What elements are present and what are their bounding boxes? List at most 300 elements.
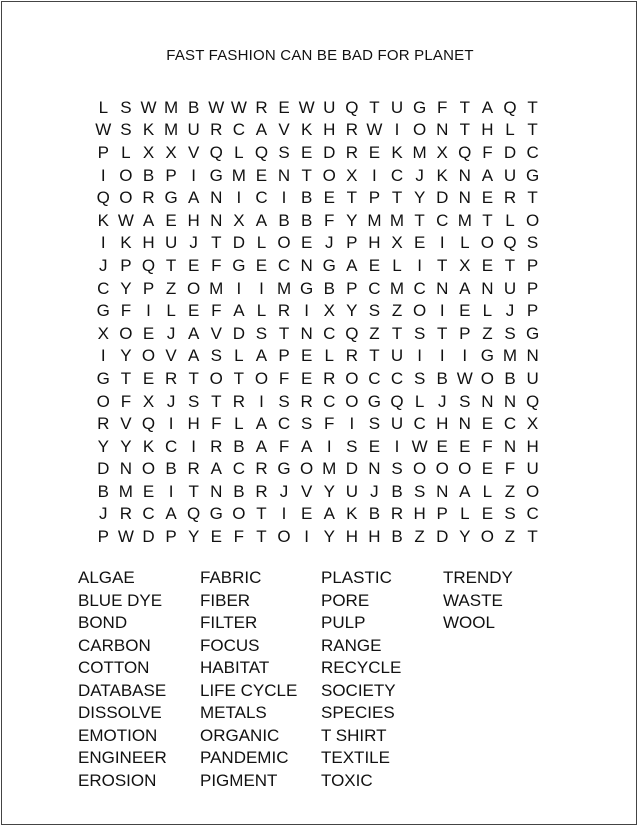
grid-letter: V xyxy=(210,323,222,343)
grid-letter: S xyxy=(413,481,426,501)
grid-letter: U xyxy=(187,120,200,140)
grid-letter: I xyxy=(236,278,242,298)
grid-letter: T xyxy=(301,165,312,185)
grid-letter: S xyxy=(368,301,381,321)
grid-letter: J xyxy=(505,301,515,321)
grid-letter: C xyxy=(368,278,381,298)
grid-letter: O xyxy=(412,120,427,140)
grid-letter: O xyxy=(187,278,201,298)
grid-letter: N xyxy=(526,346,539,366)
grid-letter: I xyxy=(394,120,400,140)
grid-letter: T xyxy=(120,368,132,388)
grid-letter: C xyxy=(323,323,336,343)
grid-letter: Q xyxy=(345,97,359,117)
grid-letter: P xyxy=(165,165,177,185)
grid-letter: R xyxy=(210,436,223,456)
grid-letter: J xyxy=(437,391,447,411)
grid-letter: E xyxy=(188,301,200,321)
word-list-item: EROSION xyxy=(78,770,157,790)
grid-letter: N xyxy=(210,210,223,230)
grid-letter: D xyxy=(97,459,110,479)
grid-letter: N xyxy=(210,481,223,501)
grid-letter: L xyxy=(256,233,267,253)
grid-letter: K xyxy=(120,233,132,253)
grid-letter: U xyxy=(390,97,404,117)
grid-letter: I xyxy=(462,346,468,366)
grid-letter: E xyxy=(188,255,200,275)
grid-letter: E xyxy=(142,481,155,501)
word-list-item: TRENDY xyxy=(443,568,513,587)
grid-letter: C xyxy=(526,142,539,162)
grid-letter: P xyxy=(278,346,290,366)
grid-letter: I xyxy=(304,527,309,547)
grid-letter: T xyxy=(437,323,448,343)
word-list-item: DATABASE xyxy=(78,680,167,700)
grid-letter: C xyxy=(164,436,178,456)
grid-letter: R xyxy=(345,346,358,366)
grid-letter: D xyxy=(436,527,449,547)
grid-letter: T xyxy=(211,391,222,411)
grid-letter: V xyxy=(120,414,132,434)
grid-letter: M xyxy=(163,120,179,140)
grid-letter: I xyxy=(439,346,445,366)
word-list-item: TEXTILE xyxy=(321,748,390,767)
grid-letter: B xyxy=(165,459,177,479)
grid-letter: N xyxy=(436,120,449,140)
grid-letter: A xyxy=(300,436,313,456)
grid-letter: Y xyxy=(323,481,335,501)
grid-letter: C xyxy=(142,504,155,524)
grid-letter: L xyxy=(98,97,109,117)
grid-letter: N xyxy=(300,255,313,275)
grid-letter: F xyxy=(233,527,245,547)
grid-letter: X xyxy=(526,414,539,434)
grid-letter: T xyxy=(459,120,470,140)
grid-letter: O xyxy=(480,368,494,388)
grid-letter: T xyxy=(459,97,470,117)
grid-letter: T xyxy=(278,323,290,343)
grid-letter: P xyxy=(120,255,132,275)
grid-letter: D xyxy=(232,233,245,253)
grid-letter: Q xyxy=(345,323,359,343)
grid-letter: S xyxy=(300,414,313,434)
grid-letter: H xyxy=(345,527,358,547)
grid-letter: T xyxy=(256,504,267,524)
grid-letter: P xyxy=(368,188,381,208)
grid-letter: C xyxy=(526,504,539,524)
grid-letter: F xyxy=(324,210,335,230)
grid-letter: J xyxy=(99,504,108,524)
grid-letter: S xyxy=(120,120,132,140)
grid-letter: Y xyxy=(346,301,358,321)
grid-letter: B xyxy=(188,97,200,117)
grid-letter: I xyxy=(100,233,106,253)
grid-letter: N xyxy=(458,414,471,434)
grid-letter: M xyxy=(389,210,405,230)
grid-letter: X xyxy=(323,301,335,321)
grid-letter: U xyxy=(323,97,336,117)
grid-letter: B xyxy=(436,368,448,388)
word-column xyxy=(200,567,325,792)
grid-letter: G xyxy=(300,278,314,298)
grid-letter: R xyxy=(119,504,133,524)
grid-letter: E xyxy=(481,459,494,479)
grid-letter: U xyxy=(503,278,517,298)
grid-letter: S xyxy=(504,504,516,524)
grid-letter: F xyxy=(120,391,132,411)
grid-letter: T xyxy=(369,346,380,366)
grid-letter: L xyxy=(234,142,244,162)
grid-letter: I xyxy=(349,414,355,434)
grid-letter: H xyxy=(436,414,449,434)
grid-letter: M xyxy=(502,346,518,366)
grid-letter: O xyxy=(412,301,427,321)
grid-letter: M xyxy=(322,459,337,479)
grid-letter: Z xyxy=(482,323,493,343)
grid-letter: N xyxy=(481,391,494,411)
grid-letter: Q xyxy=(187,504,201,524)
grid-letter: S xyxy=(278,142,290,162)
grid-letter: L xyxy=(460,233,470,253)
grid-letter: A xyxy=(188,188,200,208)
grid-letter: D xyxy=(503,142,517,162)
grid-letter: Q xyxy=(141,414,156,434)
grid-letter: E xyxy=(459,301,471,321)
grid-letter: H xyxy=(187,210,200,230)
grid-letter: F xyxy=(437,97,448,117)
grid-letter: S xyxy=(413,323,426,343)
grid-letter: G xyxy=(277,459,291,479)
grid-letter: K xyxy=(142,120,155,140)
grid-letter: G xyxy=(164,188,178,208)
grid-letter: A xyxy=(233,301,245,321)
grid-letter: L xyxy=(234,346,244,366)
grid-letter: T xyxy=(527,97,538,117)
grid-letter: C xyxy=(413,278,426,298)
grid-letter: Q xyxy=(390,391,404,411)
grid-letter: J xyxy=(189,233,198,253)
grid-letter: B xyxy=(233,436,245,456)
grid-letter: N xyxy=(458,165,471,185)
grid-letter: K xyxy=(391,142,403,162)
grid-letter: J xyxy=(166,323,176,343)
grid-letter: M xyxy=(457,210,472,230)
grid-letter: T xyxy=(391,323,403,343)
grid-letter: I xyxy=(259,278,264,298)
grid-letter: Z xyxy=(414,527,425,547)
grid-letter: W xyxy=(208,97,225,117)
grid-letter: D xyxy=(142,527,155,547)
grid-letter: U xyxy=(345,481,358,501)
grid-letter: P xyxy=(346,233,358,253)
grid-letter: P xyxy=(165,527,177,547)
grid-letter: O xyxy=(300,459,314,479)
grid-letter: L xyxy=(414,391,425,411)
grid-letter: P xyxy=(142,278,155,298)
grid-letter: R xyxy=(390,504,404,524)
grid-letter: A xyxy=(255,414,268,434)
grid-letter: C xyxy=(232,120,245,140)
grid-letter: N xyxy=(481,278,494,298)
grid-letter: A xyxy=(459,481,471,501)
grid-letter: X xyxy=(97,323,109,343)
grid-letter: I xyxy=(191,436,197,456)
grid-letter: E xyxy=(481,255,494,275)
grid-letter: N xyxy=(368,459,381,479)
grid-letter: T xyxy=(233,368,245,388)
grid-letter: R xyxy=(323,368,336,388)
grid-letter: N xyxy=(119,459,133,479)
grid-letter: H xyxy=(481,120,494,140)
grid-letter: E xyxy=(459,436,471,456)
grid-letter: C xyxy=(232,459,245,479)
grid-letter: I xyxy=(281,188,287,208)
grid-letter: Q xyxy=(96,188,110,208)
grid-letter: E xyxy=(368,436,381,456)
grid-letter: M xyxy=(118,481,133,501)
grid-letter: G xyxy=(322,255,336,275)
word-list-item: SPECIES xyxy=(321,703,395,722)
grid-letter: A xyxy=(142,210,155,230)
grid-letter: C xyxy=(97,278,110,298)
grid-letter: X xyxy=(142,391,155,411)
grid-letter: S xyxy=(526,233,539,253)
grid-letter: I xyxy=(168,481,174,501)
grid-letter: L xyxy=(482,301,493,321)
grid-letter: E xyxy=(481,504,494,524)
grid-letter: T xyxy=(369,97,380,117)
grid-letter: K xyxy=(436,165,448,185)
grid-letter: B xyxy=(142,165,155,185)
grid-letter: N xyxy=(503,436,517,456)
grid-letter: O xyxy=(277,527,291,547)
grid-letter: V xyxy=(188,142,200,162)
grid-letter: S xyxy=(188,391,200,411)
grid-letter: E xyxy=(210,527,222,547)
grid-letter: R xyxy=(300,391,313,411)
grid-letter: H xyxy=(187,414,200,434)
grid-letter: C xyxy=(436,210,449,230)
grid-letter: G xyxy=(209,504,223,524)
word-list-item: WASTE xyxy=(443,590,503,610)
grid-letter: G xyxy=(96,301,110,321)
grid-letter: O xyxy=(141,346,156,366)
grid-letter: K xyxy=(142,436,155,456)
grid-letter: Q xyxy=(141,255,156,275)
grid-letter: B xyxy=(278,210,290,230)
grid-letter: P xyxy=(436,504,448,524)
grid-letter: H xyxy=(413,504,426,524)
grid-letter: P xyxy=(526,255,539,275)
grid-letter: E xyxy=(368,255,381,275)
grid-letter: O xyxy=(322,165,336,185)
grid-letter: O xyxy=(412,459,427,479)
grid-letter: W xyxy=(411,436,428,456)
grid-letter: Z xyxy=(504,481,516,501)
grid-letter: S xyxy=(278,391,290,411)
word-column xyxy=(78,567,203,792)
grid-letter: A xyxy=(481,97,494,117)
grid-letter: T xyxy=(414,210,425,230)
grid-letter: Y xyxy=(188,527,200,547)
grid-letter: Q xyxy=(525,391,540,411)
grid-letter: M xyxy=(367,210,382,230)
grid-letter: X xyxy=(165,142,177,162)
grid-letter: K xyxy=(346,504,358,524)
word-list-item: T SHIRT xyxy=(321,725,387,745)
grid-letter: G xyxy=(232,255,246,275)
grid-letter: O xyxy=(119,323,133,343)
grid-letter: Y xyxy=(120,436,132,456)
grid-letter: W xyxy=(95,120,112,140)
grid-letter: T xyxy=(165,255,177,275)
grid-letter: F xyxy=(324,414,335,434)
grid-letter: S xyxy=(459,391,471,411)
grid-letter: L xyxy=(256,301,267,321)
grid-letter: X xyxy=(436,142,448,162)
grid-letter: T xyxy=(527,120,538,140)
grid-letter: T xyxy=(391,188,403,208)
puzzle-title: FAST FASHION CAN BE BAD FOR PLANET xyxy=(166,47,474,64)
grid-letter: H xyxy=(323,120,336,140)
grid-letter: B xyxy=(391,527,403,547)
grid-letter: L xyxy=(392,255,402,275)
grid-letter: A xyxy=(255,346,268,366)
grid-letter: L xyxy=(324,346,334,366)
grid-letter: G xyxy=(525,165,540,185)
grid-letter: O xyxy=(480,527,494,547)
grid-letter: Q xyxy=(209,142,223,162)
grid-letter: M xyxy=(412,142,427,162)
grid-letter: F xyxy=(120,301,132,321)
grid-letter: R xyxy=(503,188,517,208)
grid-letter: X xyxy=(346,165,358,185)
grid-letter: T xyxy=(527,527,538,547)
grid-letter: Y xyxy=(413,188,426,208)
word-list-item: WOOL xyxy=(443,613,495,632)
grid-letter: E xyxy=(481,188,494,208)
grid-letter: E xyxy=(323,188,335,208)
grid-letter: E xyxy=(413,233,426,253)
grid-letter: C xyxy=(277,255,291,275)
grid-letter: A xyxy=(255,120,268,140)
grid-letter: L xyxy=(505,120,515,140)
grid-letter: R xyxy=(345,142,358,162)
grid-letter: V xyxy=(165,346,177,366)
grid-letter: Y xyxy=(459,527,471,547)
grid-letter: R xyxy=(187,459,200,479)
grid-letter: Y xyxy=(97,436,109,456)
grid-letter: E xyxy=(300,233,313,253)
grid-letter: T xyxy=(188,368,199,388)
grid-letter: G xyxy=(412,97,427,117)
grid-letter: R xyxy=(277,301,291,321)
grid-letter: X xyxy=(142,142,155,162)
grid-letter: D xyxy=(345,459,358,479)
word-list-item: RANGE xyxy=(321,635,382,655)
grid-letter: M xyxy=(389,278,405,298)
word-list-item: TOXIC xyxy=(321,770,373,790)
grid-letter: U xyxy=(390,414,404,434)
grid-letter: U xyxy=(526,459,539,479)
grid-letter: B xyxy=(504,368,516,388)
grid-letter: U xyxy=(390,346,404,366)
word-list-item: FOCUS xyxy=(200,635,260,655)
grid-letter: T xyxy=(437,255,448,275)
grid-letter: R xyxy=(164,368,178,388)
grid-letter: I xyxy=(100,165,106,185)
grid-letter: G xyxy=(96,368,110,388)
grid-letter: D xyxy=(436,188,449,208)
grid-letter: B xyxy=(368,504,381,524)
grid-letter: B xyxy=(300,188,313,208)
grid-letter: O xyxy=(209,368,223,388)
grid-letter: I xyxy=(326,436,332,456)
grid-letter: S xyxy=(368,414,381,434)
grid-letter: F xyxy=(504,459,516,479)
grid-letter: O xyxy=(345,391,359,411)
grid-letter: H xyxy=(368,233,381,253)
grid-letter: O xyxy=(119,165,133,185)
grid-letter: N xyxy=(436,278,449,298)
grid-letter: C xyxy=(390,368,404,388)
word-list-item: PANDEMIC xyxy=(200,748,289,767)
grid-letter: C xyxy=(368,368,381,388)
word-list-item: PLASTIC xyxy=(321,568,392,587)
grid-letter: T xyxy=(188,481,199,501)
grid-letter: P xyxy=(526,301,539,321)
grid-letter: E xyxy=(255,165,268,185)
grid-letter: E xyxy=(481,414,494,434)
grid-letter: O xyxy=(119,188,133,208)
grid-letter: E xyxy=(300,368,313,388)
grid-letter: N xyxy=(458,188,471,208)
grid-letter: D xyxy=(323,142,336,162)
grid-letter: R xyxy=(142,188,155,208)
grid-letter: G xyxy=(480,346,494,366)
grid-letter: E xyxy=(165,210,177,230)
grid-letter: I xyxy=(191,165,197,185)
grid-letter: Z xyxy=(391,301,403,321)
grid-letter: M xyxy=(209,278,224,298)
grid-letter: U xyxy=(526,368,539,388)
grid-letter: N xyxy=(436,481,449,501)
grid-letter: V xyxy=(278,120,290,140)
grid-letter: L xyxy=(482,481,493,501)
grid-letter: L xyxy=(460,504,470,524)
grid-letter: W xyxy=(117,210,134,230)
grid-letter: E xyxy=(300,142,313,162)
grid-letter: R xyxy=(345,120,358,140)
grid-letter: H xyxy=(526,436,539,456)
word-list-item: FIBER xyxy=(200,590,251,610)
grid-letter: N xyxy=(300,323,313,343)
word-list-item: METALS xyxy=(200,703,267,722)
word-list-item: DISSOLVE xyxy=(78,703,162,722)
grid-letter: T xyxy=(527,188,538,208)
grid-letter: F xyxy=(482,436,493,456)
word-list-item: ORGANIC xyxy=(200,725,280,745)
grid-letter: D xyxy=(232,323,245,343)
grid-letter: Y xyxy=(120,278,132,298)
grid-letter: T xyxy=(346,188,358,208)
grid-letter: I xyxy=(100,346,106,366)
grid-letter: I xyxy=(417,346,422,366)
grid-letter: A xyxy=(481,165,494,185)
grid-letter: A xyxy=(165,504,177,524)
grid-letter: W xyxy=(230,97,247,117)
grid-letter: B xyxy=(391,481,403,501)
